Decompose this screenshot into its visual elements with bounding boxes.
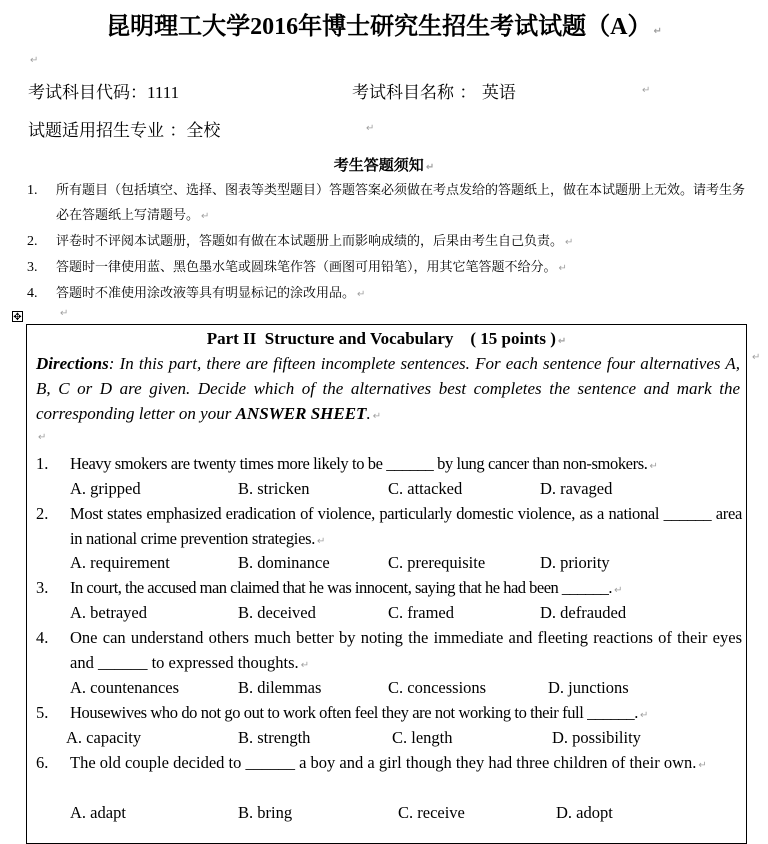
paragraph-mark-icon: ↵	[425, 162, 435, 173]
notice-item-text: 所有题目（包括填空、选择、图表等类型题目）答题答案必须做在考点发给的答题纸上，做在本试题册上无效。请考生务必在答题纸上写清题号。	[56, 183, 746, 223]
option-c[interactable]: C. length	[392, 728, 453, 747]
paragraph-mark-icon: ↵	[357, 289, 366, 300]
answer-sheet-emphasis: ANSWER SHEET	[235, 404, 367, 423]
exam-title	[0, 6, 768, 41]
option-a[interactable]: A. gripped	[70, 479, 141, 498]
question-number: 6.	[36, 753, 49, 772]
option-c[interactable]: C. concessions	[388, 678, 487, 697]
notice-list	[27, 178, 757, 307]
question-text: The old couple decided to ______ a boy and a girl though they had three children of their own.	[70, 753, 697, 772]
notice-item	[27, 229, 757, 255]
part-title-text: Part II Structure and Vocabulary ( 15 points )	[206, 329, 556, 348]
option-b[interactable]: B. strength	[238, 728, 311, 747]
question-number: 3.	[36, 578, 49, 597]
paragraph-mark-icon: ↵	[653, 26, 662, 37]
option-d[interactable]: D. ravaged	[540, 479, 613, 498]
option-d[interactable]: D. adopt	[556, 803, 613, 822]
subject-code-value: 1111	[147, 83, 180, 102]
question-5	[36, 700, 742, 728]
question-text: In court, the accused man claimed that he was innocent, saying that he had been ______.	[70, 578, 613, 597]
paragraph-mark-icon: ↵	[30, 55, 39, 66]
question-6	[36, 750, 742, 778]
option-a[interactable]: A. capacity	[66, 728, 142, 747]
question-1	[36, 451, 742, 479]
notice-item-text: 答题时不准使用涂改液等具有明显标记的涂改用品。	[56, 286, 356, 301]
notice-item-number: 3.	[27, 260, 38, 275]
question-2	[36, 501, 742, 554]
option-b[interactable]: B. deceived	[238, 603, 316, 622]
paragraph-mark-icon: ↵	[201, 211, 210, 222]
paragraph-mark-icon: ↵	[639, 710, 648, 721]
paragraph-mark-icon: ↵	[60, 308, 69, 319]
table-move-handle-icon[interactable]: ✥	[13, 312, 22, 323]
question-4	[36, 625, 742, 678]
directions-label: Directions	[36, 354, 109, 373]
directions-end: .	[366, 404, 371, 423]
question-number: 5.	[36, 703, 49, 722]
option-b[interactable]: B. stricken	[238, 479, 310, 498]
major-value: 全校	[186, 121, 221, 141]
option-a[interactable]: A. countenances	[70, 678, 180, 697]
subject-code-label: 考试科目代码：	[28, 83, 147, 103]
option-d[interactable]: D. junctions	[548, 678, 629, 697]
major-label: 试题适用招生专业 ：	[28, 121, 187, 141]
paragraph-mark-icon: ↵	[614, 585, 622, 596]
question-text: One can understand others much better by noting the immediate and fleeting reactions of their eyes and ______ to expressed thoughts.	[70, 628, 742, 672]
notice-title-text: 考生答题须知	[333, 156, 424, 174]
paragraph-mark-icon: ↵	[565, 237, 574, 248]
paragraph-mark-icon: ↵	[558, 263, 567, 274]
notice-title	[0, 154, 768, 175]
option-a[interactable]: A. adapt	[70, 803, 126, 822]
option-c[interactable]: C. prerequisite	[388, 553, 486, 572]
paragraph-mark-icon: ↵	[372, 411, 382, 422]
question-number: 2.	[36, 504, 49, 523]
option-b[interactable]: B. dominance	[238, 553, 330, 572]
option-a[interactable]: A. requirement	[70, 553, 170, 572]
applicable-major	[28, 116, 220, 141]
notice-item-text: 答题时一律使用蓝、黑色墨水笔或圆珠笔作答（画图可用铅笔），用其它笔答题不给分。	[56, 260, 557, 275]
paragraph-mark-icon: ↵	[300, 660, 310, 671]
notice-item-text: 评卷时不评阅本试题册，答题如有做在本试题册上而影响成绩的，后果由考生自己负责。	[56, 234, 564, 249]
directions	[36, 351, 740, 429]
option-a[interactable]: A. betrayed	[70, 603, 147, 622]
paragraph-mark-icon: ↵	[752, 352, 761, 363]
subject-name-label: 考试科目名称 ：	[352, 83, 477, 103]
option-b[interactable]: B. bring	[238, 803, 293, 822]
question-number: 1.	[36, 454, 49, 473]
paragraph-mark-icon: ↵	[317, 536, 326, 547]
notice-item-number: 4.	[27, 286, 38, 301]
option-d[interactable]: D. possibility	[552, 728, 641, 747]
subject-code	[28, 78, 179, 103]
question-number: 4.	[36, 628, 49, 647]
question-text: Most states emphasized eradication of violence, particularly domestic violence, as a national ______ area in national crime prevention strategies.	[70, 504, 742, 548]
directions-text: : In this part, there are fifteen incomplete sentences. For each sentence four alternatives A, B, C or D are given. Decide which of the alternatives best completes the sentence and mark the corresponding letter on your	[36, 354, 740, 423]
notice-item	[27, 178, 757, 229]
paragraph-mark-icon: ↵	[642, 85, 651, 96]
notice-item	[27, 255, 757, 281]
paragraph-mark-icon: ↵	[557, 336, 567, 347]
question-3	[36, 575, 742, 603]
option-c[interactable]: C. receive	[398, 803, 465, 822]
option-c[interactable]: C. framed	[388, 603, 454, 622]
option-b[interactable]: B. dilemmas	[238, 678, 322, 697]
paragraph-mark-icon: ↵	[649, 461, 658, 472]
notice-item-number: 1.	[27, 183, 38, 198]
subject-name-value: 英语	[481, 83, 516, 103]
exam-title-text: 昆明理工大学2016年博士研究生招生考试试题（A）	[106, 14, 652, 40]
question-text: Housewives who do not go out to work often feel they are not working to their full ______.	[70, 703, 638, 722]
notice-item-number: 2.	[27, 234, 38, 249]
part-title	[26, 329, 747, 349]
paragraph-mark-icon: ↵	[38, 432, 47, 443]
option-c[interactable]: C. attacked	[388, 479, 463, 498]
paragraph-mark-icon: ↵	[698, 760, 707, 771]
paragraph-mark-icon: ↵	[366, 123, 375, 134]
option-d[interactable]: D. defrauded	[540, 603, 627, 622]
question-text: Heavy smokers are twenty times more likely to be ______ by lung cancer than non-smokers.	[70, 454, 648, 473]
option-d[interactable]: D. priority	[540, 553, 610, 572]
notice-item	[27, 281, 757, 307]
subject-name	[352, 78, 516, 103]
